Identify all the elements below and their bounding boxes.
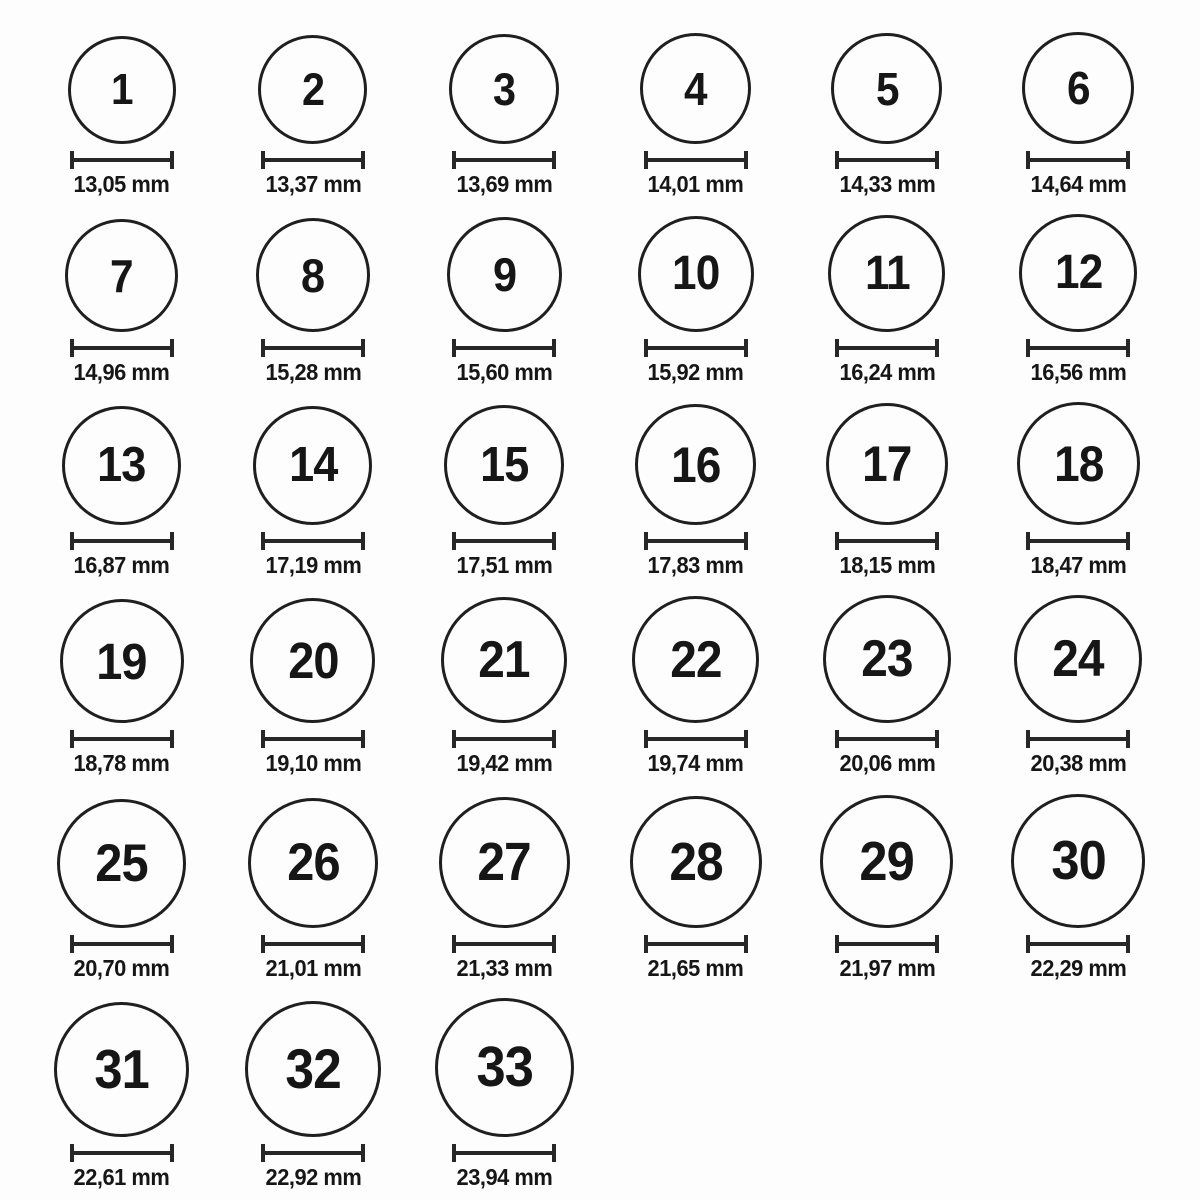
diameter-label: 18,78 mm xyxy=(73,750,170,777)
diameter-line-bar xyxy=(261,346,365,350)
diameter-line-right-tick xyxy=(935,730,939,748)
diameter-line-right-tick xyxy=(744,730,748,748)
ring-size-number: 3 xyxy=(493,63,516,115)
diameter-label: 15,28 mm xyxy=(265,359,361,386)
diameter-line-right-tick xyxy=(361,339,365,357)
ring-size-cell xyxy=(820,795,953,980)
diameter-line xyxy=(70,151,174,169)
ring-size-circle xyxy=(441,597,567,723)
ring-size-number: 6 xyxy=(1066,62,1090,114)
ring-size-cell xyxy=(60,599,184,775)
diameter-line-right-tick xyxy=(935,151,939,169)
ring-size-circle xyxy=(831,33,942,144)
diameter-line-bar xyxy=(70,158,174,162)
diameter-line xyxy=(644,532,748,550)
diameter-label: 21,01 mm xyxy=(265,954,361,981)
diameter-line-bar xyxy=(261,737,365,741)
diameter-line-right-tick xyxy=(361,730,365,748)
diameter-line-bar xyxy=(644,737,748,741)
ring-size-circle xyxy=(632,596,759,723)
diameter-line xyxy=(1026,151,1130,169)
diameter-line-bar xyxy=(1026,539,1130,543)
diameter-line-right-tick xyxy=(361,151,365,169)
ring-size-number: 27 xyxy=(477,832,532,893)
ring-size-cell xyxy=(449,34,559,196)
diameter-label: 18,47 mm xyxy=(1030,552,1127,579)
diameter-line xyxy=(452,339,556,357)
ring-size-circle xyxy=(1019,214,1137,332)
diameter-label: 13,05 mm xyxy=(73,171,170,197)
diameter-line-bar xyxy=(1026,737,1130,741)
ring-size-circle xyxy=(435,998,574,1137)
ring-size-cell xyxy=(630,796,762,980)
ring-size-number: 31 xyxy=(94,1037,149,1100)
ring-size-circle xyxy=(1017,402,1140,525)
ring-size-number: 15 xyxy=(480,437,529,492)
diameter-line-bar xyxy=(452,942,556,946)
ring-size-number: 17 xyxy=(862,436,912,493)
diameter-label: 20,06 mm xyxy=(839,750,935,777)
diameter-line-right-tick xyxy=(744,935,748,953)
diameter-label: 19,74 mm xyxy=(647,750,744,777)
diameter-line xyxy=(261,935,365,953)
diameter-label: 17,19 mm xyxy=(265,552,361,579)
diameter-line xyxy=(70,1144,174,1162)
diameter-line xyxy=(1026,339,1130,357)
diameter-line-right-tick xyxy=(552,532,556,550)
diameter-line-bar xyxy=(644,346,748,350)
diameter-label: 22,29 mm xyxy=(1030,954,1127,981)
ring-size-number: 19 xyxy=(96,632,147,690)
ring-size-cell xyxy=(435,998,574,1189)
diameter-line-right-tick xyxy=(170,151,174,169)
ring-size-cell xyxy=(54,1002,189,1189)
ring-size-number: 26 xyxy=(286,833,340,893)
diameter-line xyxy=(452,151,556,169)
diameter-label: 16,56 mm xyxy=(1030,359,1127,386)
diameter-line-right-tick xyxy=(552,339,556,357)
diameter-line-bar xyxy=(452,539,556,543)
diameter-line-bar xyxy=(70,539,174,543)
diameter-line-right-tick xyxy=(1126,935,1130,953)
diameter-line xyxy=(835,935,939,953)
ring-size-circle xyxy=(68,36,176,144)
diameter-line-bar xyxy=(835,346,939,350)
ring-size-circle xyxy=(62,406,181,525)
ring-size-number: 2 xyxy=(301,64,325,115)
diameter-line-right-tick xyxy=(552,1144,556,1162)
ring-size-circle xyxy=(248,798,378,928)
ring-size-cell xyxy=(831,33,942,196)
diameter-line-right-tick xyxy=(361,935,365,953)
diameter-line-right-tick xyxy=(1126,151,1130,169)
diameter-line xyxy=(1026,532,1130,550)
diameter-line-bar xyxy=(261,158,365,162)
diameter-line-bar xyxy=(835,539,939,543)
diameter-line xyxy=(452,532,556,550)
diameter-line-bar xyxy=(452,346,556,350)
ring-size-circle xyxy=(256,218,370,332)
diameter-line-right-tick xyxy=(170,339,174,357)
diameter-line xyxy=(644,151,748,169)
ring-size-cell xyxy=(439,797,570,980)
ring-size-cell xyxy=(245,1001,381,1189)
diameter-line xyxy=(452,935,556,953)
ring-size-number: 11 xyxy=(864,246,910,300)
ring-size-number: 20 xyxy=(287,632,339,690)
diameter-line-right-tick xyxy=(935,935,939,953)
diameter-label: 19,42 mm xyxy=(456,750,553,777)
diameter-line-bar xyxy=(835,942,939,946)
ring-size-number: 14 xyxy=(288,438,338,493)
ring-size-circle xyxy=(449,34,559,144)
diameter-line xyxy=(452,1144,556,1162)
ring-size-circle xyxy=(57,799,186,928)
ring-size-number: 12 xyxy=(1054,246,1102,300)
diameter-line-right-tick xyxy=(361,532,365,550)
diameter-line-bar xyxy=(261,942,365,946)
diameter-line-right-tick xyxy=(361,1144,365,1162)
diameter-label: 21,33 mm xyxy=(456,954,553,981)
ring-size-cell xyxy=(1017,402,1140,577)
ring-size-cell xyxy=(1014,595,1142,775)
ring-size-cell xyxy=(62,406,181,577)
ring-size-cell xyxy=(638,216,754,384)
ring-size-number: 23 xyxy=(861,630,913,689)
diameter-line-bar xyxy=(452,158,556,162)
diameter-line-bar xyxy=(70,942,174,946)
diameter-label: 14,64 mm xyxy=(1030,171,1127,197)
ring-size-cell xyxy=(635,404,756,577)
diameter-label: 14,01 mm xyxy=(647,171,744,197)
ring-size-number: 16 xyxy=(670,436,721,493)
diameter-line-right-tick xyxy=(935,339,939,357)
ring-size-cell xyxy=(258,35,367,196)
diameter-line xyxy=(70,339,174,357)
diameter-line xyxy=(644,339,748,357)
ring-size-circle xyxy=(65,219,178,332)
ring-size-cell xyxy=(447,217,562,384)
diameter-line-bar xyxy=(644,158,748,162)
ring-size-number: 9 xyxy=(492,248,516,302)
ring-size-circle xyxy=(1022,32,1134,144)
ring-size-circle xyxy=(447,217,562,332)
diameter-line-right-tick xyxy=(552,935,556,953)
diameter-line-bar xyxy=(644,539,748,543)
diameter-line xyxy=(1026,935,1130,953)
ring-size-cell xyxy=(1022,32,1134,196)
ring-size-number: 22 xyxy=(669,630,722,689)
ring-size-circle xyxy=(1011,794,1145,928)
ring-size-number: 28 xyxy=(668,831,723,892)
ring-size-number: 24 xyxy=(1052,630,1105,689)
diameter-line-bar xyxy=(835,158,939,162)
diameter-line-right-tick xyxy=(170,532,174,550)
ring-size-circle xyxy=(640,33,751,144)
diameter-line-right-tick xyxy=(552,730,556,748)
diameter-line-bar xyxy=(261,539,365,543)
ring-size-number: 8 xyxy=(301,248,325,302)
diameter-label: 16,24 mm xyxy=(839,359,935,386)
ring-size-circle xyxy=(439,797,570,928)
ring-size-cell xyxy=(1011,794,1145,980)
ring-size-cell xyxy=(640,33,751,196)
ring-size-circle xyxy=(820,795,953,928)
diameter-line-right-tick xyxy=(552,151,556,169)
diameter-label: 14,33 mm xyxy=(839,171,935,197)
ring-size-circle xyxy=(630,796,762,928)
ring-size-circle xyxy=(638,216,754,332)
diameter-line xyxy=(644,935,748,953)
ring-size-number: 29 xyxy=(859,829,915,892)
ring-size-circle xyxy=(54,1002,189,1137)
diameter-line-right-tick xyxy=(1126,730,1130,748)
diameter-line-right-tick xyxy=(935,532,939,550)
ring-size-number: 10 xyxy=(672,247,720,301)
ring-size-number: 4 xyxy=(684,62,707,115)
diameter-label: 14,96 mm xyxy=(73,359,170,386)
ring-size-cell xyxy=(632,596,759,775)
diameter-label: 13,69 mm xyxy=(456,171,553,197)
diameter-line xyxy=(70,730,174,748)
diameter-label: 21,65 mm xyxy=(647,954,744,981)
diameter-line-right-tick xyxy=(1126,532,1130,550)
ring-size-number: 13 xyxy=(97,438,146,493)
ring-size-cell xyxy=(253,406,372,577)
diameter-label: 15,92 mm xyxy=(647,359,744,386)
diameter-line-right-tick xyxy=(1126,339,1130,357)
ring-size-circle xyxy=(826,403,948,525)
ring-size-circle xyxy=(444,405,564,525)
diameter-label: 19,10 mm xyxy=(265,750,361,777)
diameter-label: 18,15 mm xyxy=(839,552,935,579)
diameter-line xyxy=(261,339,365,357)
ring-size-cell xyxy=(256,218,370,384)
diameter-label: 17,51 mm xyxy=(456,552,553,579)
diameter-line xyxy=(261,1144,365,1162)
ring-size-number: 25 xyxy=(95,833,148,893)
diameter-label: 15,60 mm xyxy=(456,359,553,386)
ring-size-circle xyxy=(258,35,367,144)
diameter-label: 22,61 mm xyxy=(73,1163,170,1190)
diameter-line xyxy=(835,151,939,169)
ring-size-circle xyxy=(245,1001,381,1137)
diameter-label: 13,37 mm xyxy=(265,171,361,197)
diameter-line-bar xyxy=(1026,158,1130,162)
ring-size-cell xyxy=(444,405,564,577)
ring-size-number: 33 xyxy=(476,1034,533,1099)
ring-size-number: 21 xyxy=(478,631,531,690)
ring-size-circle xyxy=(250,598,375,723)
diameter-line-bar xyxy=(452,1151,556,1155)
diameter-line xyxy=(261,151,365,169)
ring-size-cell xyxy=(828,215,945,384)
diameter-line xyxy=(70,532,174,550)
diameter-line-bar xyxy=(70,737,174,741)
diameter-line-bar xyxy=(452,737,556,741)
ring-size-cell xyxy=(826,403,948,577)
ring-size-number: 1 xyxy=(110,65,133,114)
diameter-line xyxy=(835,532,939,550)
diameter-line xyxy=(452,730,556,748)
ring-size-circle xyxy=(635,404,756,525)
ring-size-number: 32 xyxy=(285,1036,341,1100)
diameter-line-right-tick xyxy=(744,339,748,357)
ring-size-cell xyxy=(57,799,186,980)
diameter-line-bar xyxy=(1026,942,1130,946)
ring-size-cell xyxy=(248,798,378,980)
ring-size-circle xyxy=(253,406,372,525)
ring-size-circle xyxy=(1014,595,1142,723)
ring-size-number: 30 xyxy=(1051,829,1106,892)
diameter-line xyxy=(70,935,174,953)
diameter-line-bar xyxy=(70,346,174,350)
diameter-label: 16,87 mm xyxy=(73,552,170,579)
diameter-line xyxy=(1026,730,1130,748)
ring-size-cell xyxy=(441,597,567,775)
diameter-label: 20,38 mm xyxy=(1030,750,1127,777)
diameter-line-bar xyxy=(261,1151,365,1155)
diameter-line xyxy=(644,730,748,748)
diameter-line xyxy=(835,730,939,748)
diameter-line xyxy=(835,339,939,357)
diameter-line-bar xyxy=(835,737,939,741)
diameter-label: 22,92 mm xyxy=(265,1163,361,1190)
diameter-line xyxy=(261,532,365,550)
ring-size-cell xyxy=(1019,214,1137,384)
ring-size-cell xyxy=(65,219,178,384)
diameter-line-bar xyxy=(70,1151,174,1155)
ring-size-circle xyxy=(823,595,951,723)
diameter-label: 23,94 mm xyxy=(456,1163,553,1190)
ring-size-number: 7 xyxy=(110,249,133,302)
ring-size-cell xyxy=(823,595,951,775)
ring-size-cell xyxy=(250,598,375,775)
diameter-line-right-tick xyxy=(170,935,174,953)
diameter-line-right-tick xyxy=(744,532,748,550)
diameter-label: 20,70 mm xyxy=(73,954,170,981)
ring-size-circle xyxy=(828,215,945,332)
ring-size-circle xyxy=(60,599,184,723)
diameter-line-bar xyxy=(644,942,748,946)
diameter-label: 17,83 mm xyxy=(647,552,744,579)
diameter-line-right-tick xyxy=(170,1144,174,1162)
ring-size-cell xyxy=(68,36,176,196)
diameter-label: 21,97 mm xyxy=(839,954,935,981)
diameter-line-right-tick xyxy=(170,730,174,748)
diameter-line xyxy=(261,730,365,748)
diameter-line-right-tick xyxy=(744,151,748,169)
ring-size-number: 5 xyxy=(875,62,899,115)
diameter-line-bar xyxy=(1026,346,1130,350)
ring-size-number: 18 xyxy=(1053,435,1103,492)
